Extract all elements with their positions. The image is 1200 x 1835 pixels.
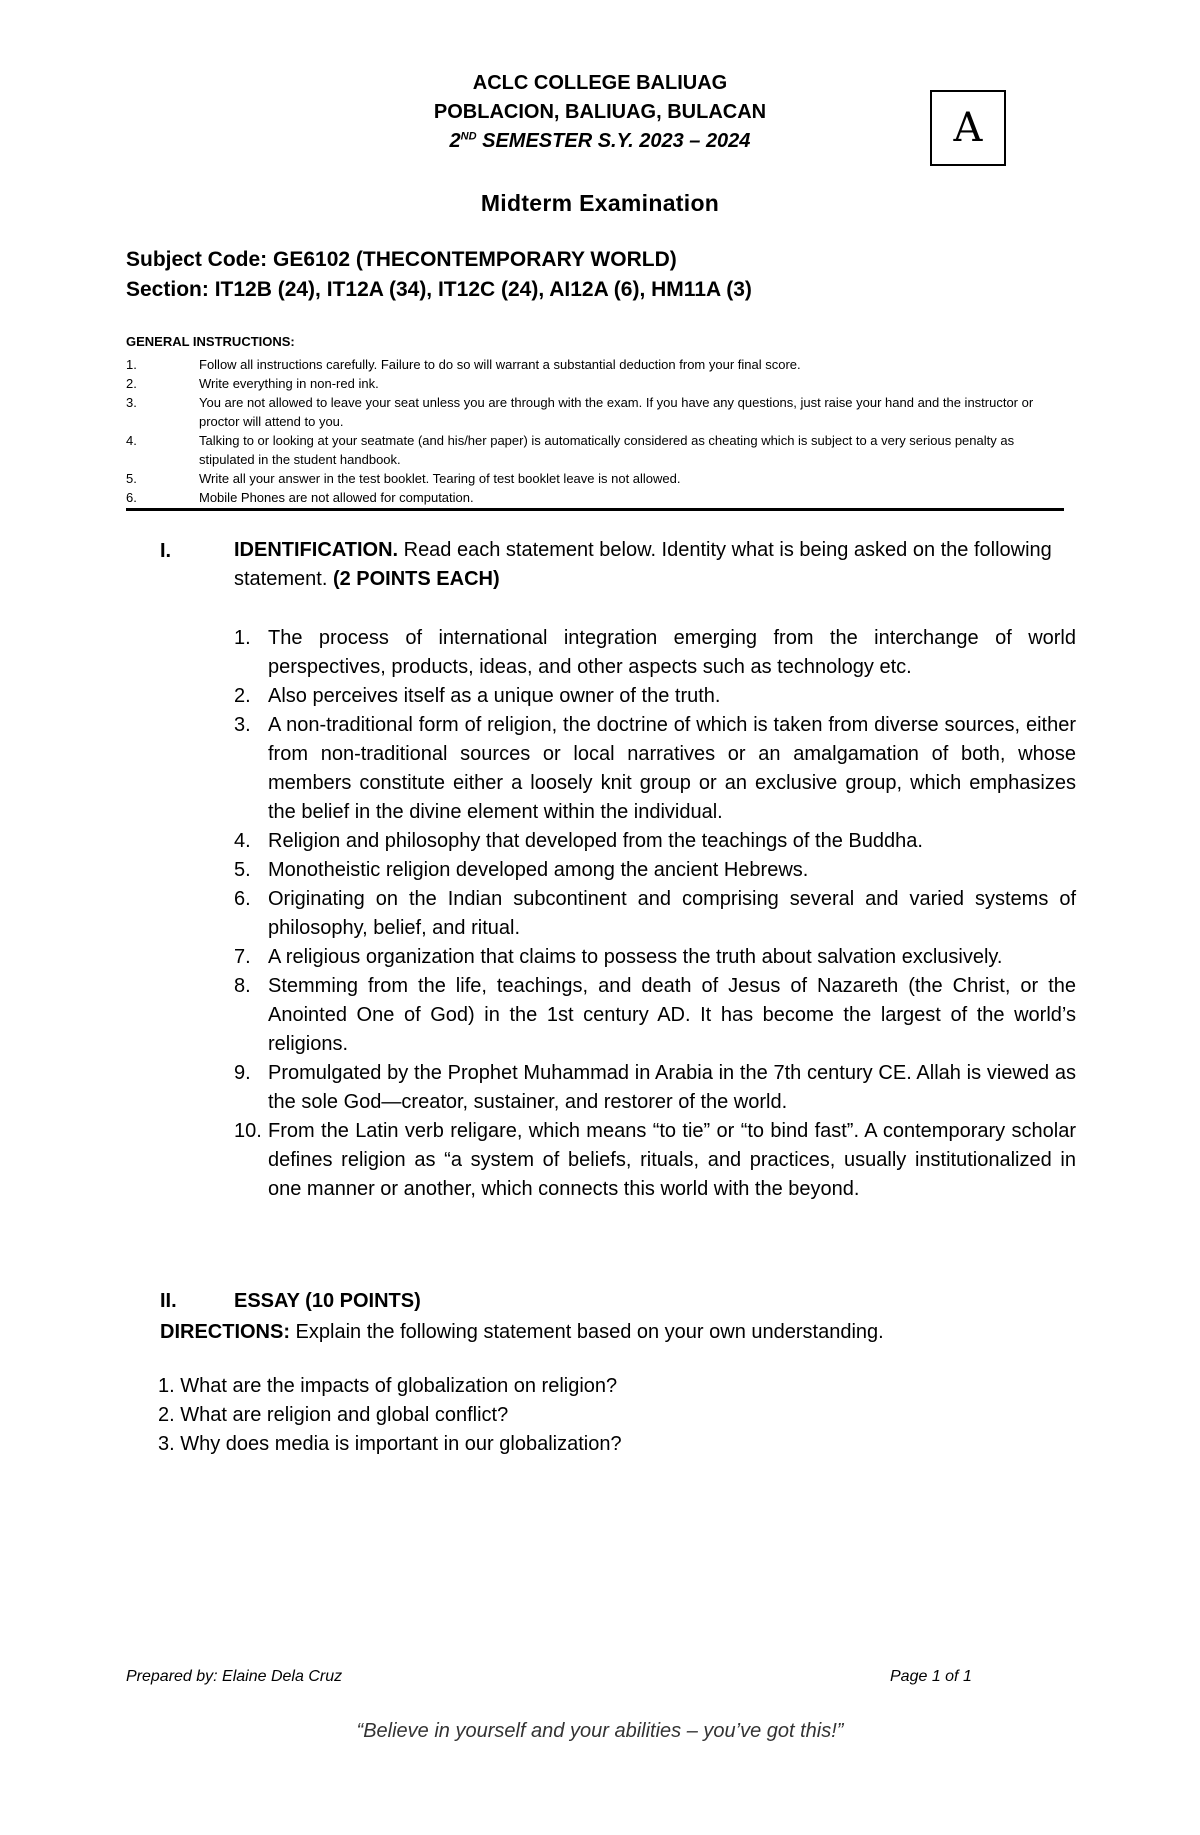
item-number: 10. [234, 1120, 262, 1142]
list-item [234, 885, 1076, 943]
semester-suffix: ND [460, 130, 477, 143]
instruction-number: 6. [126, 490, 137, 505]
list-item [234, 972, 1076, 1059]
item-number: 6. [234, 888, 251, 910]
essay-question: 2. What are religion and global conflict? [158, 1404, 509, 1426]
instruction-text: Follow all instructions carefully. Failure to do so will warrant a substantial deduction from your final score. [199, 357, 801, 372]
section-value: IT12B (24), IT12A (34), IT12C (24), AI12A (6), HM11A (3) [214, 278, 752, 301]
list-item [234, 682, 1076, 711]
item-number: 1. [234, 627, 251, 649]
item-number: 2. [234, 685, 251, 707]
instruction-item [126, 393, 1071, 431]
item-text: From the Latin verb religare, which means “to tie” or “to bind fast”. A contemporary scholar defines religion as “a system of beliefs, rituals, and practices, usually institutionalized in one manner or another, which connects this world with the beyond. [268, 1120, 1076, 1200]
subject-value: GE6102 (THECONTEMPORARY WORLD) [273, 248, 677, 271]
subject-label: Subject Code: [126, 248, 274, 271]
item-text: Stemming from the life, teachings, and death of Jesus of Nazareth (the Christ, or the Anointed One of God) in the 1st century AD. It has become the largest of the world’s religions. [268, 975, 1076, 1055]
list-item [234, 624, 1076, 682]
item-text: Promulgated by the Prophet Muhammad in Arabia in the 7th century CE. Allah is viewed as the sole God—creator, sustainer, and restorer of the world. [268, 1062, 1076, 1113]
list-item [234, 1059, 1076, 1117]
section-2-title: ESSAY (10 POINTS) [234, 1290, 421, 1312]
item-text: Originating on the Indian subcontinent and comprising several and varied systems of philosophy, belief, and ritual. [268, 888, 1076, 939]
item-number: 5. [234, 859, 251, 881]
instruction-text: Talking to or looking at your seatmate (and his/her paper) is automatically considered as cheating which is subject to a very serious penalty as stipulated in the student handbook. [199, 433, 1015, 467]
instruction-item [126, 355, 1071, 374]
item-number: 7. [234, 946, 251, 968]
directions-text: Explain the following statement based on your own understanding. [290, 1321, 884, 1343]
instruction-text: Mobile Phones are not allowed for computation. [199, 490, 474, 505]
instruction-text: Write everything in non-red ink. [199, 376, 379, 391]
instruction-text: You are not allowed to leave your seat unless you are through with the exam. If you have any questions, just raise your hand and the instructor or proctor will attend to you. [199, 395, 1034, 429]
instruction-item [126, 431, 1071, 469]
section-1-heading [234, 536, 1054, 594]
instruction-number: 5. [126, 471, 137, 486]
instruction-number: 3. [126, 395, 137, 410]
motivational-quote: “Believe in yourself and your abilities – you’ve got this!” [356, 1720, 844, 1742]
directions-label: DIRECTIONS: [160, 1321, 290, 1343]
essay-question: 1. What are the impacts of globalization on religion? [158, 1375, 618, 1397]
item-text: The process of international integration emerging from the interchange of world perspectives, products, ideas, and other aspects such as technology etc. [268, 627, 1076, 678]
section-1-instruction: Read each statement below. Identity what is being asked on the following statement. [234, 539, 1052, 590]
item-number: 3. [234, 714, 251, 736]
instruction-item [126, 469, 1071, 488]
instruction-number: 4. [126, 433, 137, 448]
page-number: Page 1 of 1 [890, 1668, 972, 1685]
section-line [126, 278, 752, 302]
list-item [234, 711, 1076, 827]
list-item [234, 1117, 1076, 1204]
item-text: Monotheistic religion developed among the ancient Hebrews. [268, 859, 809, 881]
school-address: POBLACION, BALIUAG, BULACAN [433, 101, 767, 123]
section-1-title: IDENTIFICATION. [234, 539, 399, 561]
item-number: 8. [234, 975, 251, 997]
identification-list [234, 624, 1076, 1204]
item-text: Religion and philosophy that developed from the teachings of the Buddha. [268, 830, 923, 852]
item-number: 9. [234, 1062, 251, 1084]
section-divider [126, 508, 1064, 511]
exam-set-box [930, 90, 1006, 166]
essay-question: 3. Why does media is important in our globalization? [158, 1433, 622, 1455]
section-1-numeral: I. [160, 540, 172, 562]
semester-line [0, 130, 1200, 153]
instruction-number: 2. [126, 376, 137, 391]
instruction-item [126, 488, 1071, 507]
subject-code [126, 248, 677, 272]
instruction-number: 1. [126, 357, 137, 372]
list-item [234, 943, 1076, 972]
semester-number: 2 [449, 130, 461, 152]
general-instructions-list [126, 355, 1071, 507]
exam-set-letter: A [953, 105, 983, 151]
section-label: Section: [126, 278, 215, 301]
school-name: ACLC COLLEGE BALIUAG [472, 72, 728, 94]
item-text: A non-traditional form of religion, the doctrine of which is taken from diverse sources, either from non-traditional sources or local narratives or an amalgamation of both, whose members constitute either a loosely knit group or an exclusive group, which emphasizes the belief in the divine element within the individual. [268, 714, 1076, 823]
instruction-item [126, 374, 1071, 393]
list-item [234, 856, 1076, 885]
semester-year: SEMESTER S.Y. 2023 – 2024 [476, 130, 751, 152]
item-text: Also perceives itself as a unique owner of the truth. [268, 685, 721, 707]
general-instructions-heading: GENERAL INSTRUCTIONS: [126, 334, 295, 349]
section-2-numeral: II. [160, 1290, 177, 1312]
list-item [234, 827, 1076, 856]
section-2-directions [160, 1318, 884, 1347]
item-number: 4. [234, 830, 251, 852]
instruction-text: Write all your answer in the test booklet. Tearing of test booklet leave is not allowed. [199, 471, 681, 486]
prepared-by: Prepared by: Elaine Dela Cruz [126, 1668, 343, 1685]
item-text: A religious organization that claims to possess the truth about salvation exclusively. [268, 946, 1003, 968]
section-1-points: (2 POINTS EACH) [332, 568, 500, 590]
exam-title: Midterm Examination [480, 190, 720, 216]
